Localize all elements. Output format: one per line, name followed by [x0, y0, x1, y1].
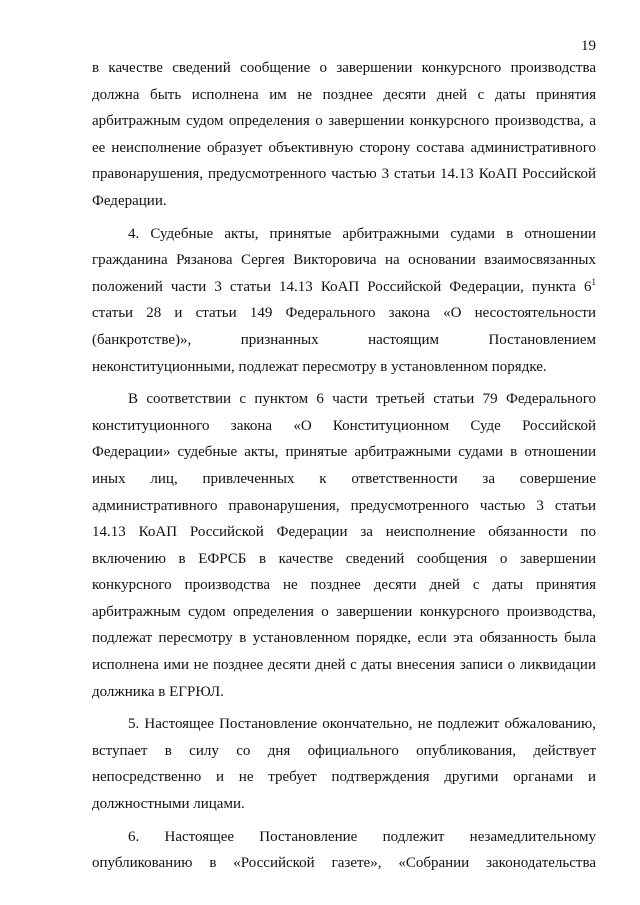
text-line: [92, 439, 596, 466]
text-line-content: иных лиц, привлеченных к ответственности за совершение: [92, 470, 596, 487]
text-line: [92, 300, 596, 327]
text-line-content: 6. Настоящее Постановление подлежит незамедлительному: [128, 828, 596, 845]
text-line: [92, 82, 596, 109]
text-line-content: 14.13 КоАП Российской Федерации за неисполнение обязанности по: [92, 524, 596, 541]
text-line-content: Федерации.: [92, 192, 167, 209]
text-line: [92, 188, 596, 215]
text-line: [92, 711, 596, 738]
text-line: [92, 221, 596, 248]
text-line-content: неконституционными, подлежат пересмотру в установленном порядке.: [92, 358, 547, 375]
text-line-content: (банкротстве)», признанных настоящим Постановлением: [92, 331, 596, 348]
text-line: [92, 764, 596, 791]
text-line-content: гражданина Рязанова Сергея Викторовича на основании взаимосвязанных: [92, 252, 596, 269]
text-line: [92, 791, 596, 818]
text-line: [92, 652, 596, 679]
text-line-content: подлежат пересмотру в установленном порядке, если эта обязанность была: [92, 630, 596, 647]
text-line: [92, 386, 596, 413]
text-line: [92, 247, 596, 274]
text-line-content: 4. Судебные акты, принятые арбитражными судами в отношении: [128, 225, 596, 242]
text-line-content: конкурсного производства не позднее десяти дней с даты принятия: [92, 577, 596, 594]
text-line-content: опубликованию в «Российской газете», «Собрании законодательства: [92, 855, 596, 872]
text-line-content: включению в ЕФРСБ в качестве сведений сообщения о завершении: [92, 550, 596, 567]
text-line-content: исполнена ими не позднее десяти дней с даты внесения записи о ликвидации: [92, 657, 596, 674]
text-line-content: в качестве сведений сообщение о завершении конкурсного производства: [92, 60, 596, 76]
document-body: [92, 55, 596, 877]
text-line: [92, 327, 596, 354]
text-line: [92, 466, 596, 493]
superscript: 1: [591, 276, 596, 287]
text-line: [92, 738, 596, 765]
text-line-content: вступает в силу со дня официального опубликования, действует: [92, 742, 596, 759]
text-line-content: ее неисполнение образует объективную сторону состава административного: [92, 139, 596, 156]
text-line-content: конституционного закона «О Конституционном Суде Российской: [92, 417, 596, 434]
text-line: [92, 135, 596, 162]
text-line: [92, 679, 596, 706]
text-line: [92, 546, 596, 573]
text-line-content: должника в ЕГРЮЛ.: [92, 683, 224, 700]
text-line-content: правонарушения, предусмотренного частью 3 статьи 14.13 КоАП Российской: [92, 166, 596, 183]
text-line: [92, 354, 596, 381]
text-line: [92, 519, 596, 546]
text-line: [92, 274, 596, 301]
text-line-content: арбитражным судом определения о завершении конкурсного производства, а: [92, 113, 596, 130]
text-line-content: должна быть исполнена им не позднее десяти дней с даты принятия: [92, 86, 596, 103]
text-line: [92, 108, 596, 135]
text-line: [92, 161, 596, 188]
text-line: [92, 55, 596, 82]
text-line: [92, 493, 596, 520]
text-line-content: непосредственно и не требует подтверждения другими органами и: [92, 769, 596, 786]
text-line-content: арбитражным судом определения о завершении конкурсного производства,: [92, 603, 596, 620]
text-line-content: статьи 28 и статьи 149 Федерального закона «О несостоятельности: [92, 305, 596, 322]
text-line-content: положений части 3 статьи 14.13 КоАП Российской Федерации, пункта 6: [92, 278, 592, 295]
text-line: [92, 824, 596, 851]
text-line-content: должностными лицами.: [92, 796, 245, 813]
text-line: [92, 850, 596, 877]
text-line-content: 5. Настоящее Постановление окончательно, не подлежит обжалованию,: [128, 716, 596, 733]
text-line-content: административного правонарушения, предусмотренного частью 3 статьи: [92, 497, 596, 514]
text-line: [92, 572, 596, 599]
text-line-content: Федерации» судебные акты, принятые арбитражными судами в отношении: [92, 444, 596, 461]
text-line: [92, 599, 596, 626]
text-line-content: В соответствии с пунктом 6 части третьей статьи 79 Федерального: [128, 391, 596, 408]
page-number: 19: [581, 38, 596, 54]
text-line: [92, 625, 596, 652]
text-line: [92, 413, 596, 440]
